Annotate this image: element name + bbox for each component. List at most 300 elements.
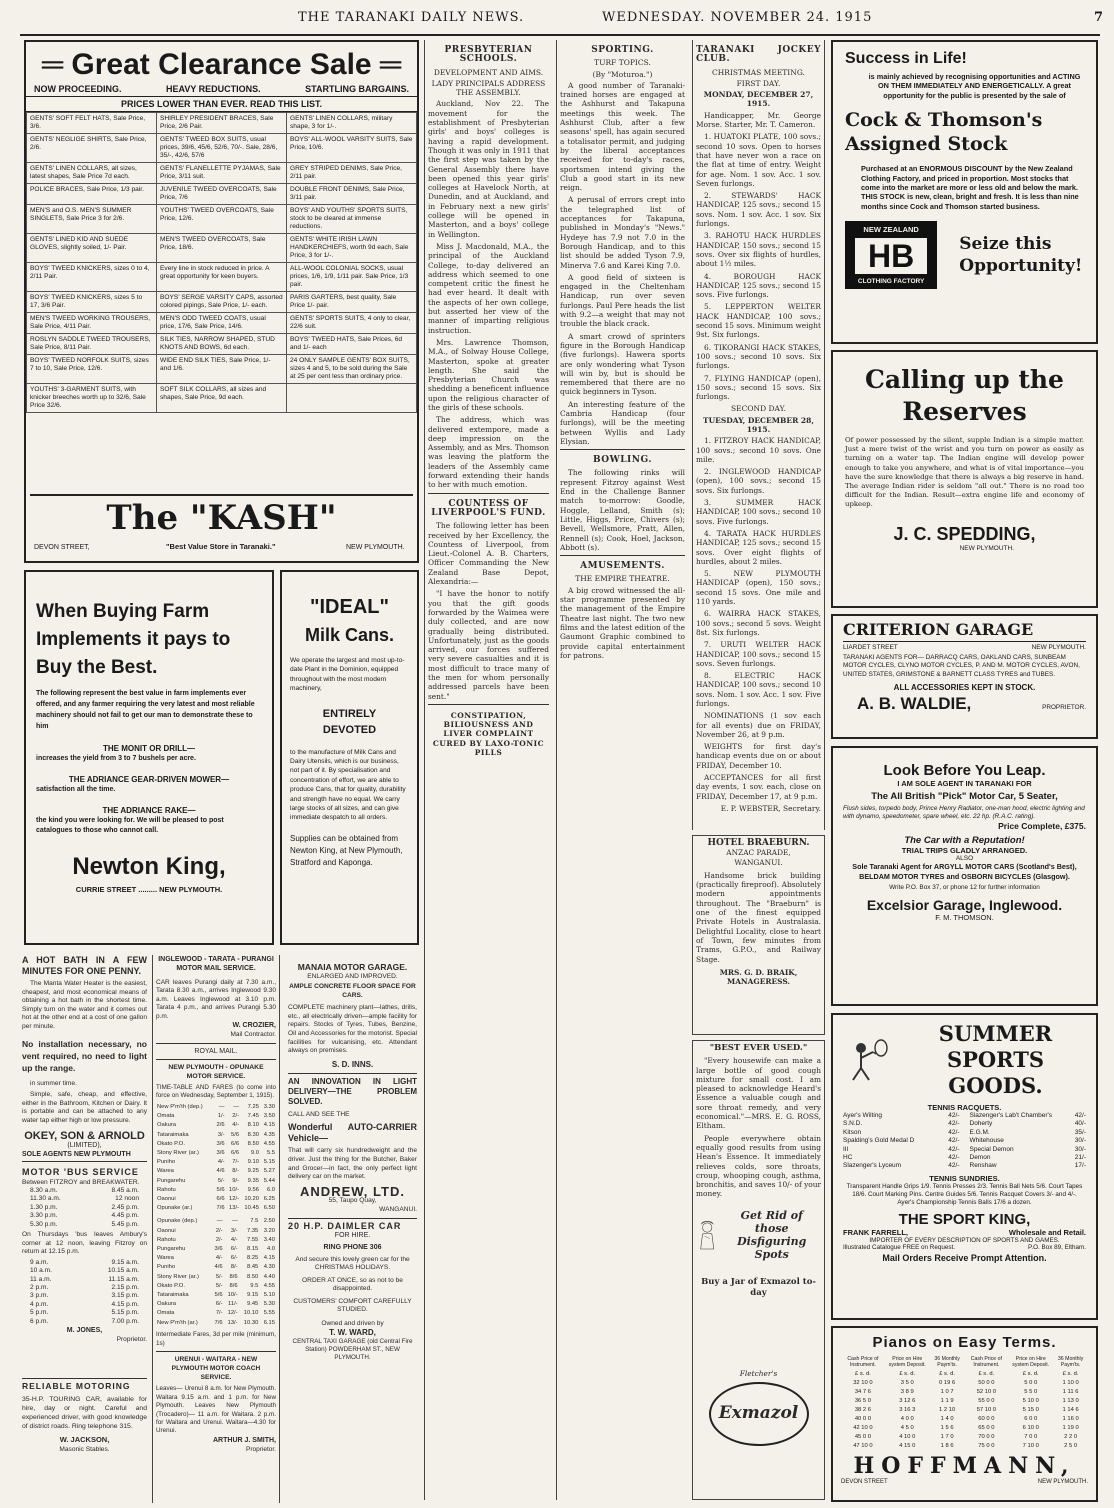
hotbath-noinst: No installation necessary, no vent required, no need to light up the range. [22, 1038, 147, 1073]
daimler-title: 20 H.P. DAIMLER CAR [288, 1220, 402, 1231]
racquet-price: 42/- [948, 1137, 960, 1145]
timetable-cell: 3.40 [263, 1236, 275, 1243]
summer-store: THE SPORT KING, [898, 1211, 1031, 1229]
daimler-order: ORDER AT ONCE, so as not to be disappointed. [302, 1276, 403, 1293]
piano-cell: 7 10 0 [1022, 1442, 1039, 1449]
clearance-cell: ALL-WOOL COLONIAL SOCKS, usual prices, 1/6, 1/9, 1/11 pair. Sale Price, 1/3 pair. [287, 263, 417, 292]
logo-mid: HB [853, 236, 929, 276]
timetable-cell: 3/- [230, 1227, 238, 1234]
timetable-row [156, 1245, 276, 1254]
piano-row [841, 1433, 1088, 1442]
piano-cell: £ s. d. [1062, 1370, 1079, 1377]
bus-depart: 11 a.m. [30, 1275, 52, 1283]
racquet-price: 42/- [948, 1120, 960, 1128]
timetable-cell: 9.25 [247, 1168, 259, 1175]
exmazol-jar-logo [709, 1382, 809, 1446]
racquet-row [970, 1154, 1087, 1162]
reserves-title: Calling up the Reserves [865, 365, 1064, 426]
timetable-cell: 6.50 [263, 1205, 275, 1212]
timetable-row [156, 1177, 276, 1186]
race-entry: 1. FITZROY HACK HANDICAP, 100 sovs.; second 10 sovs. One mile. [696, 436, 821, 464]
timetable-cell: 5/- [217, 1177, 225, 1184]
bus-return: 11.15 a.m. [108, 1275, 139, 1283]
hotbath-company: OKEY, SON & ARNOLD [24, 1129, 145, 1142]
timetable-cell: 8/- [230, 1264, 238, 1271]
pianos-table [841, 1355, 1088, 1451]
timetable-cell: Pungarehu [157, 1245, 186, 1252]
race-entry: 1. HUATOKI PLATE, 100 sovs.; second 10 sovs. Open to horses that have never won a race on the flat at time of entry. Weight for age. Nom. 1 sov. Acc. 1 sov. Seven furlongs. [696, 132, 821, 188]
divider [30, 494, 413, 496]
summer-trade: Wholesale and Retail. [1008, 1228, 1086, 1238]
piano-row [841, 1406, 1088, 1415]
piano-cell: 4 0 0 [900, 1415, 914, 1422]
criterion-owner-row [843, 694, 1086, 714]
timetable-cell: 7/- [232, 1159, 240, 1166]
clearance-cell: 24 ONLY SAMPLE GENTS' BOX SUITS, sizes 4 and 5, to be sold during the Sale at 25 per cent less than ordinary price. [287, 355, 417, 384]
daimler-body: And secure this lovely green car for the CHRISTMAS HOLIDAYS. [295, 1255, 410, 1272]
race-entry: 3. RAHOTU HACK HURDLES HANDICAP, 150 sovs.; second 15 sovs. Over six flights of hurdles, about 1½ miles. [696, 231, 821, 269]
racquet-row [843, 1112, 960, 1120]
racquet-row [843, 1129, 960, 1137]
bus-depart: 3.30 p.m. [30, 1212, 58, 1220]
piano-cell: 5 0 0 [1024, 1379, 1038, 1386]
sporting-para: A perusal of errors crept into the telegraphed list of acceptances for Takapuna, published in Monday's "News." Hydeye has 7.9 not 7.0 in the Borough Handicap, and to this list should be added Tyson 7.9, Minerva 7.6 and Karei King 7.0. [560, 195, 685, 270]
race-entry: 4. BOROUGH HACK HANDICAP, 125 sovs.; second 15 sovs. Five furlongs. [696, 271, 821, 300]
jockey-date2: TUESDAY, DECEMBER 28, 1915. [703, 415, 814, 434]
pianos-title: Pianos on Easy Terms. [872, 1334, 1057, 1351]
timetable-cell: 5.27 [263, 1168, 275, 1175]
motorbus-owner: M. JONES, [66, 1327, 103, 1335]
bus-time-row [22, 1204, 147, 1212]
exmazol-fletcher: Fletcher's [739, 1368, 778, 1378]
timetable-row [156, 1121, 276, 1130]
piano-cell: 75 0 0 [978, 1442, 995, 1449]
farm-ad [24, 570, 274, 945]
racquet-price: 21/- [1074, 1154, 1086, 1162]
timetable-cell: 4/- [230, 1236, 238, 1243]
reserves-town: NEW PLYMOUTH. [959, 544, 1014, 552]
racquet-name: Demon [969, 1154, 991, 1162]
clearance-row [27, 313, 417, 334]
bus-time-row [22, 1301, 147, 1309]
timetable-row [156, 1140, 276, 1149]
bus-return: 12 noon [115, 1195, 139, 1203]
ideal-entirely: ENTIRELY DEVOTED [322, 707, 377, 736]
hotel-name: HOTEL BRAEBURN. [707, 838, 810, 848]
timetable-cell: 8.15 [247, 1245, 259, 1252]
timetable-row [156, 1254, 276, 1263]
royal-mail: ROYAL MAIL. [194, 1047, 238, 1055]
racquet-row [970, 1146, 1087, 1154]
reliable-title: RELIABLE MOTORING [22, 1378, 147, 1391]
constipation-heading: CONSTIPATION, BILIOUSNESS AND LIVER COMPLAINT CURED BY LAXO-TONIC PILLS [432, 710, 545, 758]
leap-price: Price Complete, £375. [998, 821, 1086, 832]
timetable-row [156, 1103, 276, 1112]
presbyterian-paras [428, 99, 549, 489]
bus-return: 3.15 p.m. [111, 1292, 139, 1300]
presbyterian-heading: PRESBYTERIAN SCHOOLS. [444, 45, 533, 65]
racquet-price: 42/- [948, 1128, 960, 1136]
race-entry: 2. INGLEWOOD HANDICAP (open), 100 sovs.; second 15 sovs. Six furlongs. [696, 467, 821, 495]
racquet-name: Special Demon [969, 1145, 1014, 1153]
clearance-cell: GENTS' FLANELLETTE PYJAMAS, Sale Price, 3/11 suit. [157, 163, 287, 184]
piano-cell: 3 16 3 [899, 1406, 916, 1413]
pianos-address-row [841, 1479, 1088, 1485]
timetable-cell: Oakura [157, 1301, 177, 1308]
timetable-row [156, 1149, 276, 1158]
jackson-stables: Masonic Stables. [59, 1445, 110, 1453]
racquet-name: Doherty [969, 1120, 993, 1128]
farm-intro: The following represent the best value in farm implements ever offered, and any farmer requiring the very latest and most reliable machinery should not fail to get our man to demonstrate these to him [36, 690, 255, 730]
racquet-name: Whitehouse [969, 1137, 1004, 1145]
timetable-cell: 10/- [229, 1186, 240, 1193]
manaia-call: CALL AND SEE THE [288, 1111, 350, 1119]
timetable-cell: 10/- [227, 1291, 238, 1298]
bus-time-row [22, 1292, 147, 1300]
timetable-cell: Puniho [157, 1159, 176, 1166]
timetable-cell: 8/6 [229, 1282, 238, 1289]
ideal-subtitle: Milk Cans. [304, 625, 395, 645]
timetable-cell: 4.55 [263, 1140, 275, 1147]
clearance-cell: GREY STRIPED DENIMS, Sale Price, 2/11 pair. [287, 163, 417, 184]
clearance-cell: ROSLYN SADDLE TWEED TROUSERS, Sale Price, 8/11 Pair. [27, 334, 157, 355]
daimler-owned: Owned and driven by [321, 1320, 384, 1328]
racquet-row [843, 1137, 960, 1145]
race-entry: 7. URUTI WELTER HACK HANDICAP, 100 sovs.; second 15 sovs. Seven furlongs. [696, 640, 821, 668]
piano-cell: 70 0 0 [978, 1433, 995, 1440]
timetable-cell: 5.55 [263, 1310, 275, 1317]
clearance-row [27, 134, 417, 163]
timetable-cell: Opunake (dep.) [157, 1218, 198, 1225]
timetable-cell: 7/6 [214, 1319, 223, 1326]
clearance-row [27, 205, 417, 234]
clearance-cell: YOUTHS' 3-GARMENT SUITS, with knicker breeches worth up to 32/6, Sale Price 32/6. [27, 384, 157, 413]
piano-cell: 1 2 10 [939, 1406, 956, 1413]
piano-cell: 5 5 0 [1024, 1388, 1038, 1395]
hotbath-agents: SOLE AGENTS NEW PLYMOUTH [22, 1150, 147, 1162]
bus-return: 9.15 a.m. [111, 1258, 139, 1266]
summer-header [843, 1021, 1086, 1099]
race-entry: 7. FLYING HANDICAP (open), 150 sovs.; second 15 sovs. Six furlongs. [696, 373, 821, 402]
timetable-cell: 13/- [227, 1319, 238, 1326]
timetable-cell: 8.50 [247, 1140, 259, 1147]
timetable-cell: 11/- [228, 1301, 238, 1308]
manaia-col [285, 955, 420, 1503]
timetable-cell: 2/- [232, 1113, 240, 1120]
piano-row [841, 1442, 1088, 1451]
presbyterian-para: Auckland, Nov 22. The movement for the establishment of Presbyterian girls' and boys' colleges is having a rapid development. Though it was only in 1911 that the first step was taken by the General Assembly there have been opened this year girls' colleges at Havelock North, at Dunedin, and at Auckland, and in February next a new girls' college will be opened in Masterton, and a boys' college in Wellington. [428, 99, 549, 239]
hotel-ad [692, 835, 825, 1035]
races-day2 [696, 436, 821, 708]
timetable-cell: 5/6 [230, 1131, 240, 1138]
racquet-price: 42/- [948, 1145, 960, 1153]
bowling-heading: BOWLING. [593, 455, 652, 466]
timetable-cell: New P'm'th (dep.) [157, 1103, 203, 1110]
criterion-role: PROPRIETOR. [1042, 704, 1086, 712]
clearance-row [27, 234, 417, 263]
kash-town: NEW PLYMOUTH. [346, 544, 405, 551]
racquet-price: 42/- [1074, 1112, 1086, 1119]
summer-sundries: TENNIS SUNDRIES. [929, 1173, 1000, 1183]
clearance-cell: GENTS' NEGLIGE SHIRTS, Sale Price, 2/6. [27, 134, 157, 163]
timetable-cell: Tataraimaka [157, 1291, 189, 1298]
piano-cell: £ s. d. [854, 1370, 871, 1377]
piano-cell: 4 10 0 [899, 1433, 916, 1440]
clearance-cell: MEN'S TWEED WORKING TROUSERS, Sale Price, 4/11 Pair. [27, 313, 157, 334]
jockey-date1: MONDAY, DECEMBER 27, 1915. [703, 90, 814, 109]
piano-header: Price on Hire system Deposit. [1012, 1356, 1050, 1369]
piano-cell: £ s. d. [899, 1370, 916, 1377]
amusements-text: A big crowd witnessed the all-star programme presented by the management of the Empire Theatre last night. The two new films and the latest edition of the Gaumont Graphic combined to provide capital entertainment for patrons. [560, 585, 685, 660]
timetable-cell: 6/- [230, 1245, 238, 1252]
timetable-cell: 7/- [215, 1310, 223, 1317]
sporting-col [556, 40, 688, 1500]
clearance-row [27, 113, 417, 134]
jockey-col [692, 40, 825, 830]
criterion-owner: A. B. WALDIE, [857, 694, 972, 714]
timetable-cell: 4/6 [214, 1264, 223, 1271]
piano-cell: 50 0 0 [978, 1379, 995, 1386]
clearance-cell: BOYS' SERGE VARSITY CAPS, assorted colored pipings, Sale Price, 1/- each. [157, 292, 287, 313]
piano-cell: 47 10 0 [853, 1442, 873, 1449]
timetable-cell: 12/- [229, 1195, 240, 1202]
bus-return: 5.15 p.m. [111, 1309, 139, 1317]
leap-specs: Flush sides, torpedo body, Prince Henry Radiator, one-man hood, electric lighting and with dynamo, speedometer, spare wheel, etc. 22 hp. (R.A.C. rating). [843, 805, 1085, 821]
manaia-ample: AMPLE CONCRETE FLOOR SPACE FOR CARS. [289, 982, 416, 999]
clearance-cell: GENTS' SPORTS SUITS, 4 only to clear, 22/6 suit. [287, 313, 417, 334]
bowling-text: The following rinks will represent Fitzroy against West End in the Challenge Banner match to-morrow: Goodle, Hoggle, Lelland, Smith (s); Little, Higgs, Price, Chivers (s); Bevell, Wellsmore, Pratt, Allen, Rennell (s); Cook, Hoel, Jackson, Abbott (s). [560, 468, 685, 552]
race-entry: 8. ELECTRIC HACK HANDICAP, 100 sovs.; second 10 sovs. Nom. 1 sov. Acc. 1 sov. Five furlongs. [696, 671, 821, 708]
tagline: HEAVY REDUCTIONS. [165, 84, 261, 94]
timetable-cell: 6/6 [230, 1149, 240, 1156]
clearance-cell: BOYS' AND YOUTHS' SPORTS SUITS, stock to be cleared at immense reductions. [287, 205, 417, 234]
timetable-cell: 6.25 [263, 1195, 275, 1202]
clearance-cell: DOUBLE FRONT DENIMS, Sale Price, 3/11 pair. [287, 184, 417, 205]
clearance-cell [287, 384, 417, 413]
exmazol-tag1: Get Rid of those Disfiguring Spots [737, 1208, 807, 1261]
piano-cell: £ s. d. [939, 1370, 955, 1377]
hotel-street: ANZAC PARADE, [726, 848, 791, 858]
exmazol-heading: "BEST EVER USED." [709, 1043, 808, 1053]
piano-cell: 6 0 0 [1024, 1415, 1038, 1422]
leap-title: Look Before You Leap. [883, 762, 1046, 779]
jockey-day1: FIRST DAY. [736, 78, 781, 88]
timetable-row [156, 1167, 276, 1176]
piano-cell: 5 15 0 [1022, 1406, 1039, 1413]
timetable-title: TIME-TABLE AND FARES (to come into force on Wednesday, September 1, 1915). [156, 1083, 276, 1099]
racquet-name: HC [843, 1154, 853, 1162]
clearance-cell: BOYS' ALL-WOOL VARSITY SUITS, Sale Price, 10/6. [287, 134, 417, 163]
clearance-title: ═ Great Clearance Sale ═ [41, 48, 402, 81]
timetable-cell: 5/- [215, 1273, 223, 1280]
piano-cell: 4 5 0 [900, 1424, 914, 1431]
piano-cell: 40 0 0 [854, 1415, 871, 1422]
andrew-company: ANDREW, LTD. [300, 1183, 405, 1199]
daimler-ring: RING PHONE 306 [323, 1244, 382, 1252]
piano-cell: 52 10 0 [976, 1388, 997, 1395]
pianos-street: DEVON STREET [841, 1478, 888, 1485]
timetable-cell: 8/6 [229, 1273, 238, 1280]
bus-time-row [22, 1276, 147, 1284]
tagline: STARTLING BARGAINS. [305, 84, 409, 94]
clearance-cell: SHIRLEY PRESIDENT BRACES, Sale Price, 2/6 Pair. [157, 113, 287, 134]
jackson-name: W. JACKSON, [59, 1435, 110, 1445]
clearance-cell: GENTS' LINED KID AND SUEDE GLOVES, slightly soiled, 1/- Pair. [27, 234, 157, 263]
timetable-row [156, 1319, 276, 1328]
timetable-cell: 5.5 [266, 1149, 275, 1156]
manaia-title: MANAIA MOTOR GARAGE. [297, 962, 408, 972]
piano-cell: £ s. d. [1022, 1370, 1039, 1377]
urenui-title: URENUI - WAITARA - NEW PLYMOUTH MOTOR COACH SERVICE. [171, 1356, 261, 1382]
timetable-cell: 5/6 [216, 1186, 225, 1193]
timetable-cell: — [216, 1218, 223, 1225]
clearance-table [26, 112, 417, 413]
piano-cell: 1 1 9 [940, 1397, 954, 1404]
bus-time-row [22, 1267, 147, 1275]
pianos-town: NEW PLYMOUTH. [1037, 1478, 1088, 1485]
bus-time-row [22, 1309, 147, 1317]
piano-cell: 1 0 7 [940, 1388, 954, 1395]
andrew-town: WANGANUI. [379, 1206, 417, 1214]
timetable-cell: 6/- [215, 1301, 223, 1308]
hotbath-body: The Manta Water Heater is the easiest, cheapest, and most economical means of obtaining a hot bath in the shortest time. Simply turn on the water and it comes out hot at the other end at a cost of one gallon per minute. [22, 980, 147, 1030]
piano-cell: 1 8 6 [940, 1442, 954, 1449]
timetable-cell: Oaonui [157, 1195, 176, 1202]
piano-cell: 4 15 0 [899, 1442, 916, 1449]
racquet-name: Spalding's Gold Medal D [843, 1137, 915, 1145]
bus-depart: 11.30 a.m. [30, 1195, 61, 1203]
presbyterian-para: The address, which was delivered extempore, made a deep impression on the Assembly, and as Mrs. Thomson was leaving the platform the leaders of the Assembly came forward extending their hands to her with much emotion. [428, 415, 549, 490]
timetable-cell: 4.30 [263, 1264, 275, 1271]
clearance-cell: WIDE END SILK TIES, Sale Price, 1/- and 1/6. [157, 355, 287, 384]
criterion-address-row [843, 644, 1086, 651]
presbyterian-para: Miss J. Macdonald, M.A., the principal of the Auckland College, to-day delivered an address which seemed to one competent critic the finest he had ever heard. It dealt with the aspects of her own college, but asserted her view of the manner of imparting religious instruction. [428, 241, 549, 335]
exmazol-tag2: Buy a Jar of Exmazol to-day [701, 1276, 816, 1298]
piano-cell: 57 10 0 [976, 1406, 997, 1413]
piano-row [841, 1388, 1088, 1397]
kash-name: The "KASH" [106, 498, 337, 538]
timetable-cell: 8.50 [247, 1273, 259, 1280]
racquet-row [843, 1146, 960, 1154]
piano-cell: 1 14 6 [1062, 1406, 1079, 1413]
piano-cell: 1 13 0 [1062, 1397, 1079, 1404]
inglewood-col [152, 955, 280, 1503]
racquet-name: S.N.D. [843, 1120, 863, 1128]
timetable-cell: 9.35 [247, 1177, 259, 1184]
manaia-body: COMPLETE machinery plant—lathes, drills, etc., all electrically driven—ample facility for repairs. Stocks of Tyres, Tubes, Benzine, Oil and Accessories for the motorist. Special facilities for vulcanising, etc. Attendant always on premises. [288, 1004, 417, 1055]
timetable-cell: 5/6 [214, 1291, 223, 1298]
logo-bot: CLOTHING FACTORY [857, 278, 925, 286]
bus-return: 5.45 p.m. [111, 1220, 139, 1228]
racquet-row [843, 1162, 960, 1170]
timetable-cell: — [231, 1218, 238, 1225]
piano-row [841, 1379, 1088, 1388]
piano-cell: 36 5 0 [854, 1397, 871, 1404]
racquet-price: 42/- [948, 1112, 960, 1119]
clearance-row [27, 163, 417, 184]
piano-cell: 65 0 0 [978, 1424, 995, 1431]
ideal-body2: to the manufacture of Milk Cans and Dairy Utensils, which is our business, not part of it. By specialisation and concentration of effort, we are able to produce Cans, that for quality, durability and strength have no equal. We carry large stocks of all sizes, and can give immediate despatch to all orders. [290, 748, 406, 822]
pianos-brand: HOFFMANN, [853, 1452, 1076, 1479]
clearance-taglines [26, 82, 417, 96]
racquet-price: 30/- [1074, 1145, 1086, 1153]
presbyterian-para: Mrs. Lawrence Thomson, M.A., of Solway House College, Masterton, spoke at greater length. She said the Presbyterian Church was shedding a beneficent influence upon the religious character of the girls of these schools. [428, 337, 549, 412]
timetable-cell: 4.15 [263, 1255, 275, 1262]
bus-return: 7.00 p.m. [111, 1317, 139, 1325]
timetable-cell: Okato P.O. [157, 1140, 185, 1147]
timetable-cell: 5.30 [263, 1301, 275, 1308]
timetable-cell: 4/- [215, 1255, 223, 1262]
timetable-row [156, 1273, 276, 1282]
reserves-name: J. C. SPEDDING, [893, 523, 1036, 544]
countess-para: "I have the honor to notify you that the gift goods forwarded by the Waimea were duly collected, and are now gradually being distributed. Unfortunately, just as the goods arrived, our forces suffered very severe casualties and it is most difficult to trace many of the men for whom personally addressed parcels have been sent." [428, 589, 549, 701]
piano-row [841, 1415, 1088, 1424]
clearance-cell: BOYS' TWEED KNICKERS, sizes 5 to 17, 3/6 Pair. [27, 292, 157, 313]
sporting-para: A smart crowd of sprinters figure in the Borough Handicap (five furlongs). Hawera sports are only wondering what Tyson will win by, but is should be remembered that there are no quick beginners in Tyson. [560, 331, 685, 397]
timetable-row [156, 1186, 276, 1195]
racquet-price: 42/- [948, 1162, 960, 1170]
pianos-ad [831, 1326, 1098, 1502]
criterion-access: ALL ACCESSORIES KEPT IN STOCK. [893, 683, 1036, 693]
timetable-cell: 9/- [232, 1177, 240, 1184]
clearance-row [27, 292, 417, 313]
timetable-cell: 8.45 [247, 1264, 259, 1271]
racquet-row [970, 1120, 1087, 1128]
reserves-ad [831, 350, 1098, 608]
clearance-row [27, 384, 417, 413]
timetable-cell: 4/- [232, 1122, 240, 1129]
nz-clothing-logo [845, 221, 937, 289]
leap-garage: Excelsior Garage, Inglewood. [866, 896, 1063, 913]
timetable-row [156, 1227, 276, 1236]
urenui-role: Proprietor. [246, 1446, 276, 1454]
farm-item-text: the kind you were looking for. We will be pleased to post catalogues to those who cannot call. [36, 817, 224, 834]
clearance-row [27, 355, 417, 384]
bus-times [22, 1187, 147, 1229]
daimler-hire: FOR HIRE. [334, 1231, 371, 1239]
clearance-cell: SILK TIES, NARROW SHAPED, STUD KNOTS AND BOWS, 6d each. [157, 334, 287, 355]
success-seize: Seize this Opportunity! [959, 234, 1083, 277]
summer-sundries-text: Transparent Handle Grips 1/9. Tennis Presses 2/3. Tennis Ball Nets 5/6. Court Tapes 18/6. Court Marking Pins. Centre Guides 5/6. Tennis Racquet Covers 3/- and 4/-. Ayer's Championship Tennis Balls 17/6 a dozen. [846, 1182, 1083, 1207]
timetable-row [156, 1236, 276, 1245]
timetable-cell: 9.56 [247, 1186, 259, 1193]
timetable-cell: 8.10 [247, 1122, 259, 1129]
bus-depart: 9 a.m. [30, 1258, 49, 1266]
timetable-cell: 4.35 [263, 1131, 275, 1138]
amusements-sub: THE EMPIRE THEATRE. [575, 574, 670, 584]
sporting-para: An interesting feature of the Cambria Handicap (four furlongs), will be the meeting between Wyllis and Lady Elysian. [560, 399, 685, 446]
races-day1 [696, 132, 821, 401]
leap-trial: TRIAL TRIPS GLADLY ARRANGED. [901, 846, 1028, 856]
farm-company: Newton King, [72, 853, 226, 880]
bus-depart: 2 p.m. [30, 1284, 49, 1292]
hotbath-ad [22, 955, 147, 1375]
reliable-body: 35-H.P. TOURING CAR, available for hire, day or night. Careful and experienced driver, with good knowledge of district roads. Ring telephone 315. [22, 1396, 147, 1431]
manaia-owner: S. D. INNS. [331, 1059, 374, 1069]
clearance-cell: JUVENILE TWEED OVERCOATS, Sale Price, 7/6 [157, 184, 287, 205]
timetable-cell: 3.20 [263, 1227, 275, 1234]
timetable-cell: Stony River (ar.) [157, 1149, 199, 1156]
bus-return: 10.15 a.m. [107, 1267, 139, 1275]
timetable-cell: New P'm'th (ar.) [157, 1319, 198, 1326]
piano-header: Cash Price of Instrument. [970, 1356, 1002, 1369]
farm-item-text: satisfaction all the time. [36, 786, 116, 793]
presbyterian-sub2: LADY PRINCIPALS ADDRESS THE ASSEMBLY. [431, 78, 546, 98]
clearance-subtitle: PRICES LOWER THAN EVER. READ THIS LIST. [26, 96, 417, 112]
clearance-cell: Every line in stock reduced in price. A great opportunity for keen buyers. [157, 263, 287, 292]
kash-street: DEVON STREET, [34, 544, 90, 551]
timetable-cell: 2/- [215, 1236, 223, 1243]
